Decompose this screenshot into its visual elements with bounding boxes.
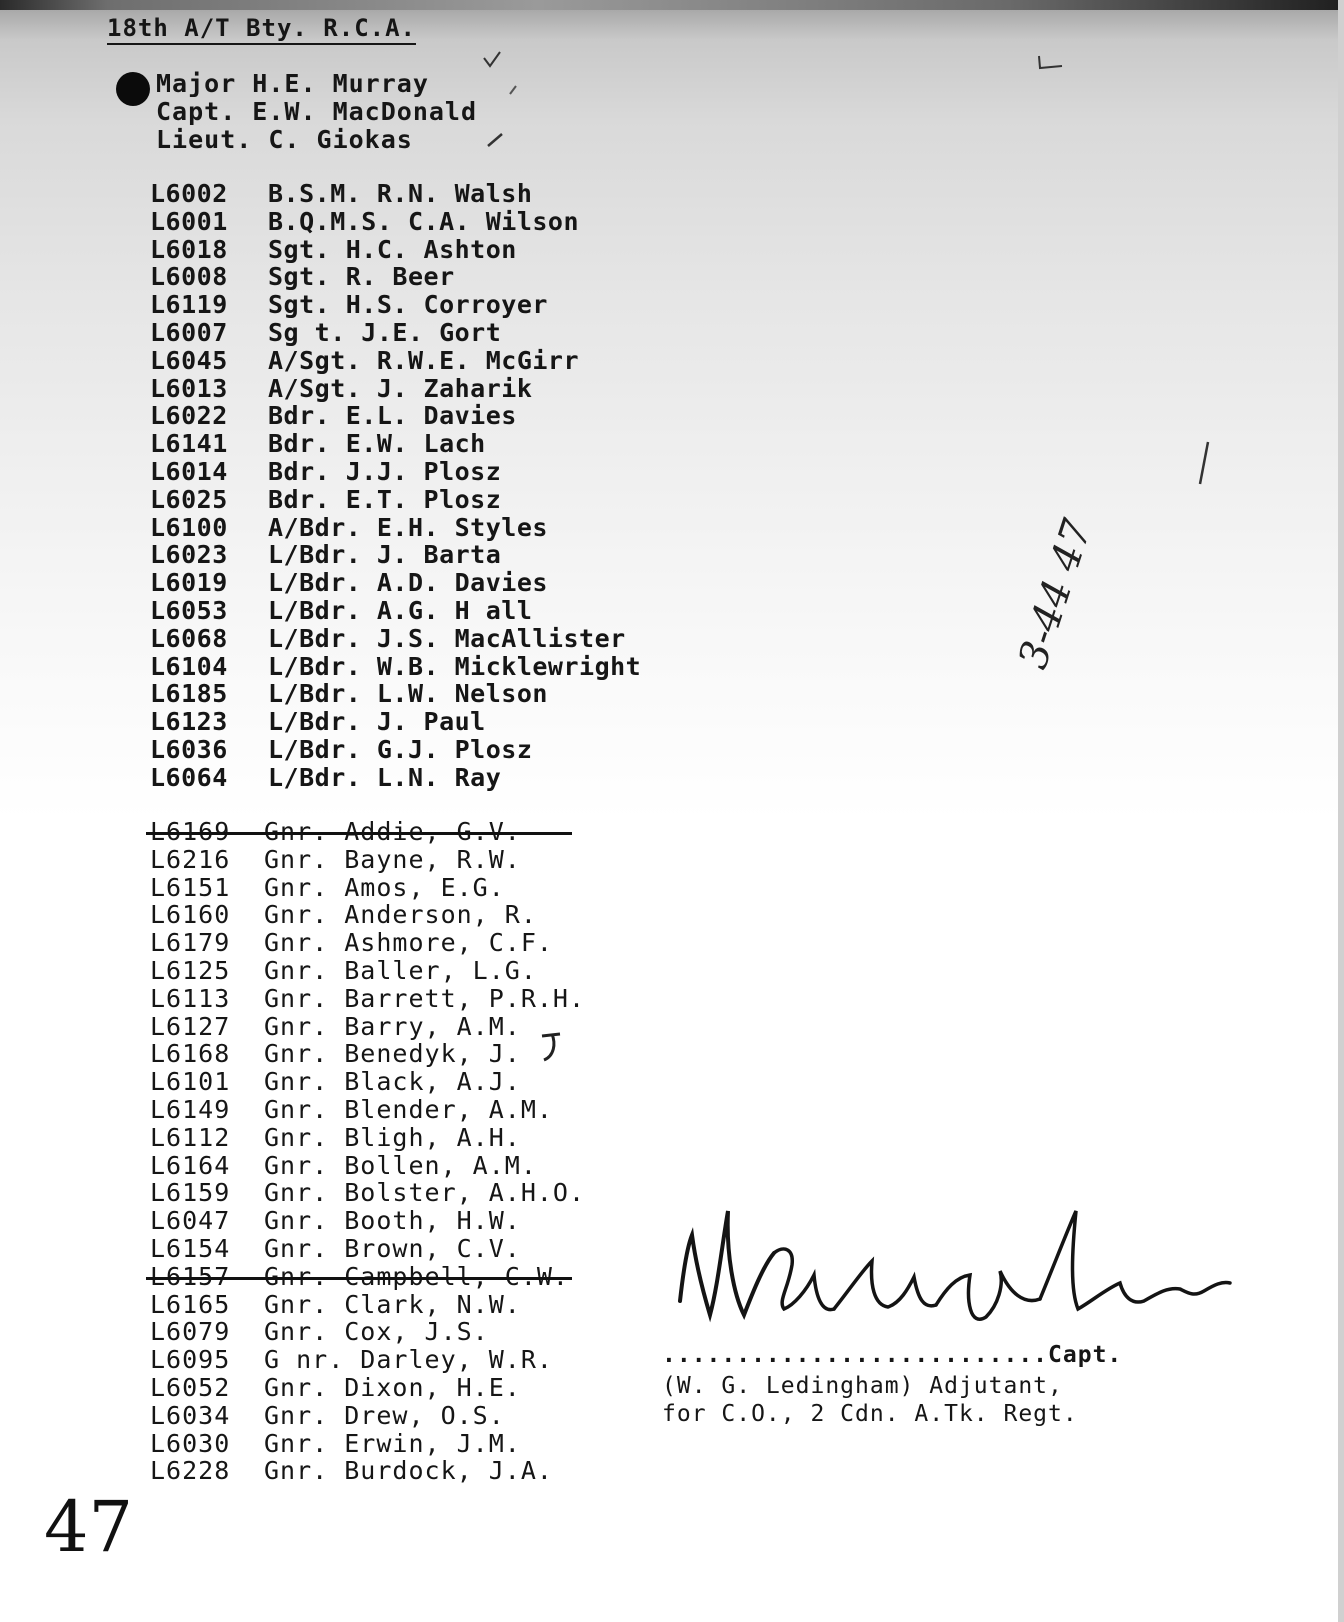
unit-heading: 18th A/T Bty. R.C.A. [107, 14, 416, 45]
regimental-number: L6112 [150, 1122, 231, 1152]
roll-entry [150, 625, 641, 653]
rank-and-name: Gnr. Black, A.J. [264, 1067, 521, 1097]
regimental-number: L6030 [150, 1428, 231, 1458]
regimental-number: L6023 [150, 540, 228, 570]
roll-entry [150, 985, 585, 1013]
roll-entry [150, 569, 641, 597]
scan-right-edge [1338, 0, 1344, 1622]
roll-entry [150, 180, 641, 208]
regimental-number: L6159 [150, 1178, 231, 1208]
regimental-number: L6045 [150, 345, 228, 375]
rank-and-name: Gnr. Campbell, C.W. [264, 1261, 569, 1291]
gunner-roll [150, 818, 585, 1485]
rank-and-name: Gnr. Anderson, R. [264, 900, 537, 930]
rank-and-name: Sg t. J.E. Gort [268, 317, 502, 347]
officers-list [156, 70, 477, 154]
rank-and-name: L/Bdr. L.N. Ray [268, 762, 502, 792]
regimental-number: L6149 [150, 1094, 231, 1124]
regimental-number: L6034 [150, 1400, 231, 1430]
roll-entry [150, 1346, 585, 1374]
roll-entry [150, 319, 641, 347]
regimental-number: L6095 [150, 1345, 231, 1375]
regimental-number: L6125 [150, 955, 231, 985]
regimental-number: L6185 [150, 679, 228, 709]
roll-entry [150, 458, 641, 486]
rank-and-name: Gnr. Bollen, A.M. [264, 1150, 537, 1180]
regimental-number: L6002 [150, 179, 228, 208]
regimental-number: L6216 [150, 844, 231, 874]
roll-entry [150, 680, 641, 708]
officer-entry: Major H.E. Murray [156, 69, 429, 98]
rank-and-name: Sgt. H.S. Corroyer [268, 290, 548, 320]
margin-tick-icon [1194, 438, 1214, 488]
signatory-name: (W. G. Ledingham) Adjutant, [662, 1373, 1063, 1399]
rank-and-name: B.Q.M.S. C.A. Wilson [268, 206, 580, 236]
regimental-number: L6169 [150, 817, 231, 846]
rank-and-name: L/Bdr. A.G. H all [268, 595, 533, 625]
roll-entry [150, 1318, 585, 1346]
roll-entry [150, 1179, 585, 1207]
regimental-number: L6018 [150, 234, 228, 264]
rank-and-name: Gnr. Ashmore, C.F. [264, 928, 553, 958]
regimental-number: L6165 [150, 1289, 231, 1319]
regimental-number: L6025 [150, 484, 228, 514]
rank-and-name: Gnr. Bolster, A.H.O. [264, 1178, 586, 1208]
roll-entry [150, 846, 585, 874]
roll-entry [150, 1068, 585, 1096]
roll-entry [150, 1402, 585, 1430]
roll-entry [150, 236, 641, 264]
roll-entry [150, 1235, 585, 1263]
roll-entry [150, 874, 585, 902]
roll-entry [150, 541, 641, 569]
rank-and-name: L/Bdr. G.J. Plosz [268, 734, 533, 764]
roll-entry [150, 347, 641, 375]
rank-and-name: Gnr. Burdock, J.A. [264, 1456, 553, 1486]
rank-and-name: Gnr. Bayne, R.W. [264, 844, 521, 874]
roll-entry [150, 1263, 585, 1291]
roll-entry [150, 736, 641, 764]
regimental-number: L6228 [150, 1456, 231, 1486]
roll-entry [150, 597, 641, 625]
signature-dotted-line: ..........................Capt. [662, 1342, 1123, 1368]
roll-entry [150, 708, 641, 736]
roll-entry [150, 1096, 585, 1124]
rank-and-name: Gnr. Cox, J.S. [264, 1317, 489, 1347]
regimental-number: L6047 [150, 1206, 231, 1236]
regimental-number: L6079 [150, 1317, 231, 1347]
check-mark-icon [538, 1030, 566, 1064]
nco-roll [150, 180, 641, 792]
roll-entry [150, 653, 641, 681]
roll-entry [150, 263, 641, 291]
roll-entry [150, 430, 641, 458]
roll-entry [150, 764, 641, 792]
roll-entry [150, 1291, 585, 1319]
rank-and-name: Gnr. Blender, A.M. [264, 1094, 553, 1124]
roll-entry [150, 1013, 585, 1041]
roll-entry [150, 291, 641, 319]
regimental-number: L6068 [150, 623, 228, 653]
regimental-number: L6179 [150, 928, 231, 958]
signature-caption [662, 1372, 1078, 1428]
tick-mark-icon [1036, 52, 1066, 76]
rank-and-name: A/Sgt. J. Zaharik [268, 373, 533, 403]
rank-and-name: L/Bdr. J. Paul [268, 707, 486, 737]
regimental-number: L6100 [150, 512, 228, 542]
rank-and-name: Bdr. E.T. Plosz [268, 484, 502, 514]
punch-hole-mark [116, 72, 150, 106]
regimental-number: L6022 [150, 401, 228, 431]
roll-entry [150, 1152, 585, 1180]
rank-and-name: Bdr. E.W. Lach [268, 429, 486, 459]
roll-entry [150, 1207, 585, 1235]
rank-and-name: L/Bdr. L.W. Nelson [268, 679, 548, 709]
regimental-number: L6008 [150, 262, 228, 292]
regimental-number: L6053 [150, 595, 228, 625]
regimental-number: L6019 [150, 568, 228, 598]
regimental-number: L6007 [150, 317, 228, 347]
rank-and-name: Gnr. Bligh, A.H. [264, 1122, 521, 1152]
roll-entry [150, 1374, 585, 1402]
rank-and-name: Gnr. Addie, G.V. [264, 817, 521, 846]
regimental-number: L6052 [150, 1372, 231, 1402]
regimental-number: L6127 [150, 1011, 231, 1041]
regimental-number: L6001 [150, 206, 228, 236]
rank-and-name: Bdr. J.J. Plosz [268, 456, 502, 486]
regimental-number: L6151 [150, 872, 231, 902]
regimental-number: L6036 [150, 734, 228, 764]
regimental-number: L6101 [150, 1067, 231, 1097]
regimental-number: L6014 [150, 456, 228, 486]
regimental-number: L6141 [150, 429, 228, 459]
regimental-number: L6154 [150, 1233, 231, 1263]
roll-entry [150, 1124, 585, 1152]
roll-entry [150, 514, 641, 542]
roll-entry [150, 486, 641, 514]
roll-entry [150, 957, 585, 985]
roll-entry [150, 929, 585, 957]
rank-and-name: Gnr. Booth, H.W. [264, 1206, 521, 1236]
rank-and-name: Sgt. R. Beer [268, 262, 455, 292]
rank-and-name: Gnr. Barrett, P.R.H. [264, 983, 586, 1013]
officer-entry: Lieut. C. Giokas [156, 125, 413, 154]
officer-entry: Capt. E.W. MacDonald [156, 97, 478, 126]
roll-entry [150, 1430, 585, 1458]
regimental-number: L6119 [150, 290, 228, 320]
rank-and-name: Gnr. Amos, E.G. [264, 872, 505, 902]
scan-top-edge [0, 0, 1344, 10]
regimental-number: L6064 [150, 762, 228, 792]
rank-and-name: G nr. Darley, W.R. [264, 1345, 553, 1375]
roll-entry [150, 375, 641, 403]
rank-and-name: Gnr. Brown, C.V. [264, 1233, 521, 1263]
roll-entry [150, 208, 641, 236]
rank-and-name: Gnr. Clark, N.W. [264, 1289, 521, 1319]
handwritten-page-number: 47 [44, 1486, 134, 1568]
rank-and-name: Gnr. Dixon, H.E. [264, 1372, 521, 1402]
rank-and-name: Gnr. Erwin, J.M. [264, 1428, 521, 1458]
regimental-number: L6157 [150, 1261, 231, 1291]
regimental-number: L6123 [150, 707, 228, 737]
rank-and-name: B.S.M. R.N. Walsh [268, 179, 533, 208]
rank-and-name: Gnr. Drew, O.S. [264, 1400, 505, 1430]
rank-and-name: Gnr. Baller, L.G. [264, 955, 537, 985]
rank-and-name: A/Sgt. R.W.E. McGirr [268, 345, 580, 375]
regimental-number: L6160 [150, 900, 231, 930]
roll-entry [150, 1457, 585, 1485]
signatory-authority: for C.O., 2 Cdn. A.Tk. Regt. [662, 1401, 1078, 1427]
regimental-number: L6113 [150, 983, 231, 1013]
roll-entry [150, 402, 641, 430]
rank-and-name: Sgt. H.C. Ashton [268, 234, 517, 264]
regimental-number: L6013 [150, 373, 228, 403]
regimental-number: L6164 [150, 1150, 231, 1180]
regimental-number: L6104 [150, 651, 228, 681]
rank-and-name: Gnr. Barry, A.M. [264, 1011, 521, 1041]
handwritten-signature-icon [674, 1205, 1244, 1355]
rank-and-name: A/Bdr. E.H. Styles [268, 512, 548, 542]
roll-entry [150, 901, 585, 929]
rank-and-name: Bdr. E.L. Davies [268, 401, 517, 431]
rank-and-name: L/Bdr. W.B. Micklewright [268, 651, 642, 681]
roll-entry [150, 1040, 585, 1068]
rank-and-name: Gnr. Benedyk, J. [264, 1039, 521, 1069]
roll-entry [150, 818, 585, 846]
check-mark-icon [480, 50, 520, 160]
rank-and-name: L/Bdr. J.S. MacAllister [268, 623, 626, 653]
rank-and-name: L/Bdr. J. Barta [268, 540, 502, 570]
regimental-number: L6168 [150, 1039, 231, 1069]
handwritten-margin-note: 3-44 47 [1010, 514, 1102, 675]
rank-and-name: L/Bdr. A.D. Davies [268, 568, 548, 598]
